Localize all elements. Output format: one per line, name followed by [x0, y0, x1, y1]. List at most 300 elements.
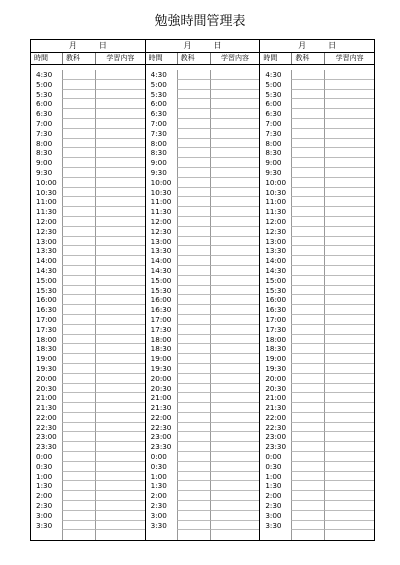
- subject-cell[interactable]: [291, 442, 324, 452]
- content-cell[interactable]: [210, 344, 260, 354]
- subject-cell[interactable]: [177, 227, 210, 237]
- subject-cell[interactable]: [62, 266, 95, 276]
- subject-cell[interactable]: [62, 158, 95, 168]
- subject-cell[interactable]: [291, 344, 324, 354]
- subject-cell[interactable]: [177, 413, 210, 423]
- content-cell[interactable]: [95, 423, 145, 433]
- content-cell[interactable]: [210, 276, 260, 286]
- content-cell[interactable]: [210, 393, 260, 403]
- subject-cell[interactable]: [291, 197, 324, 207]
- subject-header: 教科: [62, 53, 95, 64]
- subject-cell[interactable]: [291, 364, 324, 374]
- content-cell[interactable]: [210, 384, 260, 394]
- subject-cell[interactable]: [291, 491, 324, 501]
- subject-cell[interactable]: [291, 501, 324, 511]
- subject-cell[interactable]: [177, 364, 210, 374]
- content-cell[interactable]: [210, 462, 260, 472]
- subject-cell[interactable]: [291, 423, 324, 433]
- content-cell[interactable]: [324, 70, 374, 80]
- subject-cell[interactable]: [62, 237, 95, 247]
- content-cell[interactable]: [95, 491, 145, 501]
- subject-cell[interactable]: [177, 119, 210, 129]
- content-cell[interactable]: [95, 305, 145, 315]
- subject-cell[interactable]: [177, 158, 210, 168]
- subject-cell[interactable]: [177, 139, 210, 149]
- subject-cell[interactable]: [291, 158, 324, 168]
- content-cell[interactable]: [95, 227, 145, 237]
- content-cell[interactable]: [324, 227, 374, 237]
- date-row[interactable]: [260, 40, 374, 53]
- time-spacer: [260, 530, 291, 540]
- time-label: 12:30: [36, 226, 57, 236]
- subject-cell[interactable]: [177, 344, 210, 354]
- subject-cell[interactable]: [177, 276, 210, 286]
- subject-cell[interactable]: [291, 256, 324, 266]
- subject-cell[interactable]: [177, 148, 210, 158]
- subject-cell[interactable]: [62, 168, 95, 178]
- subject-cell[interactable]: [177, 197, 210, 207]
- subject-cell[interactable]: [177, 80, 210, 90]
- subject-cell[interactable]: [291, 109, 324, 119]
- content-cell[interactable]: [324, 237, 374, 247]
- content-cell[interactable]: [210, 335, 260, 345]
- content-cell[interactable]: [95, 266, 145, 276]
- content-cell[interactable]: [210, 237, 260, 247]
- subject-cell[interactable]: [62, 246, 95, 256]
- subject-cell[interactable]: [62, 325, 95, 335]
- subject-cell[interactable]: [177, 442, 210, 452]
- subject-cell[interactable]: [177, 70, 210, 80]
- content-cell[interactable]: [324, 286, 374, 296]
- subject-cell[interactable]: [62, 178, 95, 188]
- subject-cell[interactable]: [62, 413, 95, 423]
- time-row: [260, 168, 374, 178]
- subject-cell[interactable]: [291, 305, 324, 315]
- content-cell[interactable]: [95, 344, 145, 354]
- content-cell[interactable]: [210, 374, 260, 384]
- content-cell[interactable]: [210, 295, 260, 305]
- subject-cell[interactable]: [177, 129, 210, 139]
- subject-cell[interactable]: [177, 246, 210, 256]
- content-cell[interactable]: [95, 207, 145, 217]
- content-cell[interactable]: [95, 325, 145, 335]
- subject-cell[interactable]: [62, 423, 95, 433]
- content-cell[interactable]: [324, 168, 374, 178]
- subject-cell[interactable]: [62, 305, 95, 315]
- content-cell[interactable]: [210, 432, 260, 442]
- subject-cell[interactable]: [177, 286, 210, 296]
- content-cell[interactable]: [324, 246, 374, 256]
- content-cell[interactable]: [324, 295, 374, 305]
- subject-cell[interactable]: [291, 70, 324, 80]
- subject-cell[interactable]: [291, 481, 324, 491]
- subject-cell[interactable]: [177, 295, 210, 305]
- subject-cell[interactable]: [62, 364, 95, 374]
- content-cell[interactable]: [95, 413, 145, 423]
- content-cell[interactable]: [95, 481, 145, 491]
- content-cell[interactable]: [95, 129, 145, 139]
- content-cell[interactable]: [324, 129, 374, 139]
- content-cell[interactable]: [210, 452, 260, 462]
- subject-cell[interactable]: [62, 501, 95, 511]
- subject-cell[interactable]: [62, 276, 95, 286]
- content-cell[interactable]: [210, 227, 260, 237]
- subject-cell[interactable]: [291, 354, 324, 364]
- time-label: 15:30: [265, 285, 287, 295]
- time-label: 15:30: [150, 285, 172, 295]
- subject-cell[interactable]: [62, 472, 95, 482]
- content-cell[interactable]: [95, 315, 145, 325]
- subject-cell[interactable]: [62, 99, 95, 109]
- subject-cell[interactable]: [291, 315, 324, 325]
- content-cell[interactable]: [210, 266, 260, 276]
- subject-cell[interactable]: [177, 491, 210, 501]
- subject-cell[interactable]: [62, 109, 95, 119]
- content-cell[interactable]: [324, 501, 374, 511]
- subject-cell[interactable]: [177, 452, 210, 462]
- subject-cell[interactable]: [291, 462, 324, 472]
- time-label: 11:30: [36, 207, 57, 217]
- content-cell[interactable]: [324, 90, 374, 100]
- content-cell[interactable]: [210, 423, 260, 433]
- subject-cell[interactable]: [62, 129, 95, 139]
- content-cell[interactable]: [210, 129, 260, 139]
- content-cell[interactable]: [210, 364, 260, 374]
- content-cell[interactable]: [210, 109, 260, 119]
- content-cell[interactable]: [210, 501, 260, 511]
- content-cell[interactable]: [324, 119, 374, 129]
- subject-cell[interactable]: [177, 472, 210, 482]
- content-cell[interactable]: [210, 158, 260, 168]
- content-cell[interactable]: [324, 335, 374, 345]
- content-cell[interactable]: [95, 501, 145, 511]
- content-cell[interactable]: [95, 70, 145, 80]
- subject-cell[interactable]: [291, 452, 324, 462]
- subject-cell[interactable]: [62, 403, 95, 413]
- content-cell[interactable]: [210, 305, 260, 315]
- subject-cell[interactable]: [62, 481, 95, 491]
- content-cell[interactable]: [324, 413, 374, 423]
- time-row: [260, 256, 374, 266]
- subject-cell[interactable]: [177, 393, 210, 403]
- content-cell[interactable]: [95, 374, 145, 384]
- subject-cell[interactable]: [291, 148, 324, 158]
- subject-cell[interactable]: [62, 197, 95, 207]
- content-cell[interactable]: [95, 178, 145, 188]
- subject-cell[interactable]: [177, 462, 210, 472]
- content-cell[interactable]: [95, 335, 145, 345]
- content-cell[interactable]: [324, 197, 374, 207]
- subject-cell[interactable]: [62, 286, 95, 296]
- content-cell[interactable]: [210, 491, 260, 501]
- subject-cell[interactable]: [62, 521, 95, 531]
- content-cell[interactable]: [210, 511, 260, 521]
- subject-cell[interactable]: [62, 374, 95, 384]
- subject-cell[interactable]: [177, 99, 210, 109]
- subject-cell[interactable]: [291, 393, 324, 403]
- subject-cell[interactable]: [291, 521, 324, 531]
- content-cell[interactable]: [324, 325, 374, 335]
- subject-cell[interactable]: [62, 344, 95, 354]
- date-row[interactable]: [31, 40, 145, 53]
- content-cell[interactable]: [324, 315, 374, 325]
- subject-cell[interactable]: [177, 305, 210, 315]
- time-row: [260, 266, 374, 276]
- content-cell[interactable]: [210, 413, 260, 423]
- subject-cell[interactable]: [291, 276, 324, 286]
- subject-cell[interactable]: [62, 90, 95, 100]
- content-cell[interactable]: [95, 197, 145, 207]
- time-row: [31, 413, 145, 423]
- content-cell[interactable]: [324, 521, 374, 531]
- content-cell[interactable]: [324, 491, 374, 501]
- subject-cell[interactable]: [62, 188, 95, 198]
- subject-cell[interactable]: [62, 207, 95, 217]
- content-cell[interactable]: [95, 432, 145, 442]
- subject-cell[interactable]: [62, 442, 95, 452]
- subject-cell[interactable]: [291, 246, 324, 256]
- content-cell[interactable]: [95, 109, 145, 119]
- subject-cell[interactable]: [62, 511, 95, 521]
- content-cell[interactable]: [95, 521, 145, 531]
- subject-cell[interactable]: [62, 217, 95, 227]
- content-cell[interactable]: [210, 246, 260, 256]
- subject-cell[interactable]: [177, 188, 210, 198]
- content-cell[interactable]: [95, 403, 145, 413]
- subject-cell[interactable]: [62, 393, 95, 403]
- content-cell[interactable]: [95, 452, 145, 462]
- content-cell[interactable]: [95, 462, 145, 472]
- content-cell[interactable]: [210, 256, 260, 266]
- subject-cell[interactable]: [177, 481, 210, 491]
- content-cell[interactable]: [210, 197, 260, 207]
- content-cell[interactable]: [95, 246, 145, 256]
- content-cell[interactable]: [210, 80, 260, 90]
- subject-cell[interactable]: [177, 90, 210, 100]
- subject-cell[interactable]: [177, 501, 210, 511]
- time-label: 18:00: [150, 334, 172, 344]
- subject-cell[interactable]: [177, 217, 210, 227]
- content-cell[interactable]: [324, 354, 374, 364]
- content-cell[interactable]: [95, 354, 145, 364]
- content-cell[interactable]: [324, 423, 374, 433]
- content-cell[interactable]: [210, 99, 260, 109]
- content-cell[interactable]: [210, 315, 260, 325]
- subject-cell[interactable]: [291, 99, 324, 109]
- content-cell[interactable]: [324, 266, 374, 276]
- subject-cell[interactable]: [291, 168, 324, 178]
- content-cell[interactable]: [324, 139, 374, 149]
- content-cell[interactable]: [324, 188, 374, 198]
- content-cell[interactable]: [324, 472, 374, 482]
- subject-cell[interactable]: [291, 188, 324, 198]
- subject-cell[interactable]: [177, 109, 210, 119]
- subject-cell[interactable]: [62, 80, 95, 90]
- content-cell[interactable]: [95, 168, 145, 178]
- subject-cell[interactable]: [291, 129, 324, 139]
- content-cell[interactable]: [324, 462, 374, 472]
- subject-cell[interactable]: [291, 374, 324, 384]
- content-cell[interactable]: [95, 295, 145, 305]
- subject-cell[interactable]: [291, 472, 324, 482]
- content-cell[interactable]: [324, 481, 374, 491]
- content-cell[interactable]: [95, 80, 145, 90]
- subject-cell[interactable]: [177, 325, 210, 335]
- content-cell[interactable]: [95, 472, 145, 482]
- content-cell[interactable]: [95, 139, 145, 149]
- subject-cell[interactable]: [62, 452, 95, 462]
- subject-cell[interactable]: [291, 207, 324, 217]
- content-cell[interactable]: [95, 188, 145, 198]
- content-cell[interactable]: [210, 521, 260, 531]
- time-row: [260, 237, 374, 247]
- subject-cell[interactable]: [291, 325, 324, 335]
- subject-cell[interactable]: [62, 315, 95, 325]
- time-rows: [31, 65, 145, 540]
- subject-cell[interactable]: [177, 237, 210, 247]
- subject-cell[interactable]: [177, 384, 210, 394]
- content-cell[interactable]: [324, 148, 374, 158]
- content-cell[interactable]: [324, 344, 374, 354]
- content-cell[interactable]: [210, 472, 260, 482]
- subject-cell[interactable]: [62, 139, 95, 149]
- subject-cell[interactable]: [177, 511, 210, 521]
- content-cell[interactable]: [324, 158, 374, 168]
- content-cell[interactable]: [95, 384, 145, 394]
- content-cell[interactable]: [324, 452, 374, 462]
- content-cell[interactable]: [95, 237, 145, 247]
- content-cell[interactable]: [324, 207, 374, 217]
- subject-cell[interactable]: [62, 148, 95, 158]
- content-cell[interactable]: [210, 354, 260, 364]
- subject-cell[interactable]: [291, 178, 324, 188]
- content-cell[interactable]: [95, 148, 145, 158]
- date-row[interactable]: [146, 40, 260, 53]
- subject-cell[interactable]: [177, 266, 210, 276]
- subject-cell[interactable]: [291, 80, 324, 90]
- content-cell[interactable]: [210, 286, 260, 296]
- subject-cell[interactable]: [291, 90, 324, 100]
- content-cell[interactable]: [95, 256, 145, 266]
- content-cell[interactable]: [324, 393, 374, 403]
- content-cell[interactable]: [324, 364, 374, 374]
- subject-cell[interactable]: [177, 403, 210, 413]
- content-cell[interactable]: [95, 393, 145, 403]
- subject-cell[interactable]: [177, 521, 210, 531]
- subject-cell[interactable]: [177, 178, 210, 188]
- subject-cell[interactable]: [62, 354, 95, 364]
- content-cell[interactable]: [210, 90, 260, 100]
- subject-cell[interactable]: [291, 119, 324, 129]
- subject-cell[interactable]: [177, 315, 210, 325]
- content-cell[interactable]: [324, 276, 374, 286]
- subject-cell[interactable]: [291, 432, 324, 442]
- content-cell[interactable]: [210, 119, 260, 129]
- subject-cell[interactable]: [177, 374, 210, 384]
- content-cell[interactable]: [324, 442, 374, 452]
- content-cell[interactable]: [210, 325, 260, 335]
- subject-cell[interactable]: [291, 384, 324, 394]
- content-cell[interactable]: [324, 80, 374, 90]
- content-cell[interactable]: [95, 276, 145, 286]
- content-cell[interactable]: [210, 217, 260, 227]
- subject-cell[interactable]: [291, 217, 324, 227]
- content-cell[interactable]: [95, 217, 145, 227]
- content-cell[interactable]: [324, 384, 374, 394]
- content-cell[interactable]: [95, 364, 145, 374]
- time-label: 2:30: [150, 501, 167, 511]
- content-cell[interactable]: [95, 99, 145, 109]
- subject-cell[interactable]: [62, 462, 95, 472]
- content-cell[interactable]: [95, 90, 145, 100]
- content-cell[interactable]: [324, 217, 374, 227]
- subject-cell[interactable]: [291, 227, 324, 237]
- subject-cell[interactable]: [177, 423, 210, 433]
- subject-cell[interactable]: [291, 403, 324, 413]
- content-cell[interactable]: [210, 481, 260, 491]
- subject-cell[interactable]: [291, 139, 324, 149]
- content-cell[interactable]: [95, 119, 145, 129]
- content-cell[interactable]: [324, 432, 374, 442]
- content-cell[interactable]: [210, 207, 260, 217]
- content-cell[interactable]: [324, 99, 374, 109]
- subject-cell[interactable]: [62, 335, 95, 345]
- subject-cell[interactable]: [291, 511, 324, 521]
- subject-cell[interactable]: [177, 207, 210, 217]
- subject-cell[interactable]: [177, 432, 210, 442]
- subject-cell[interactable]: [177, 354, 210, 364]
- content-cell[interactable]: [324, 511, 374, 521]
- content-cell[interactable]: [210, 178, 260, 188]
- subject-cell[interactable]: [62, 384, 95, 394]
- subject-cell[interactable]: [177, 168, 210, 178]
- content-cell[interactable]: [210, 168, 260, 178]
- subject-cell[interactable]: [291, 286, 324, 296]
- subject-cell[interactable]: [177, 256, 210, 266]
- subject-cell[interactable]: [291, 295, 324, 305]
- subject-cell[interactable]: [62, 491, 95, 501]
- content-cell[interactable]: [210, 148, 260, 158]
- content-cell[interactable]: [324, 109, 374, 119]
- day-column-1: [31, 40, 145, 540]
- subject-cell[interactable]: [62, 227, 95, 237]
- subject-cell[interactable]: [177, 335, 210, 345]
- content-cell[interactable]: [95, 158, 145, 168]
- content-cell[interactable]: [324, 374, 374, 384]
- content-cell[interactable]: [210, 442, 260, 452]
- content-cell[interactable]: [324, 256, 374, 266]
- content-cell[interactable]: [210, 188, 260, 198]
- content-cell[interactable]: [210, 403, 260, 413]
- subject-cell[interactable]: [62, 432, 95, 442]
- subject-cell[interactable]: [291, 335, 324, 345]
- subject-cell[interactable]: [291, 266, 324, 276]
- content-cell[interactable]: [210, 139, 260, 149]
- content-cell[interactable]: [324, 305, 374, 315]
- content-cell[interactable]: [324, 403, 374, 413]
- subject-cell[interactable]: [62, 256, 95, 266]
- content-cell[interactable]: [95, 511, 145, 521]
- subject-cell[interactable]: [62, 119, 95, 129]
- content-cell[interactable]: [324, 178, 374, 188]
- subject-cell[interactable]: [291, 413, 324, 423]
- subject-cell[interactable]: [62, 295, 95, 305]
- subject-cell[interactable]: [291, 237, 324, 247]
- content-cell[interactable]: [95, 286, 145, 296]
- subject-cell[interactable]: [62, 70, 95, 80]
- content-cell[interactable]: [95, 442, 145, 452]
- content-cell[interactable]: [210, 70, 260, 80]
